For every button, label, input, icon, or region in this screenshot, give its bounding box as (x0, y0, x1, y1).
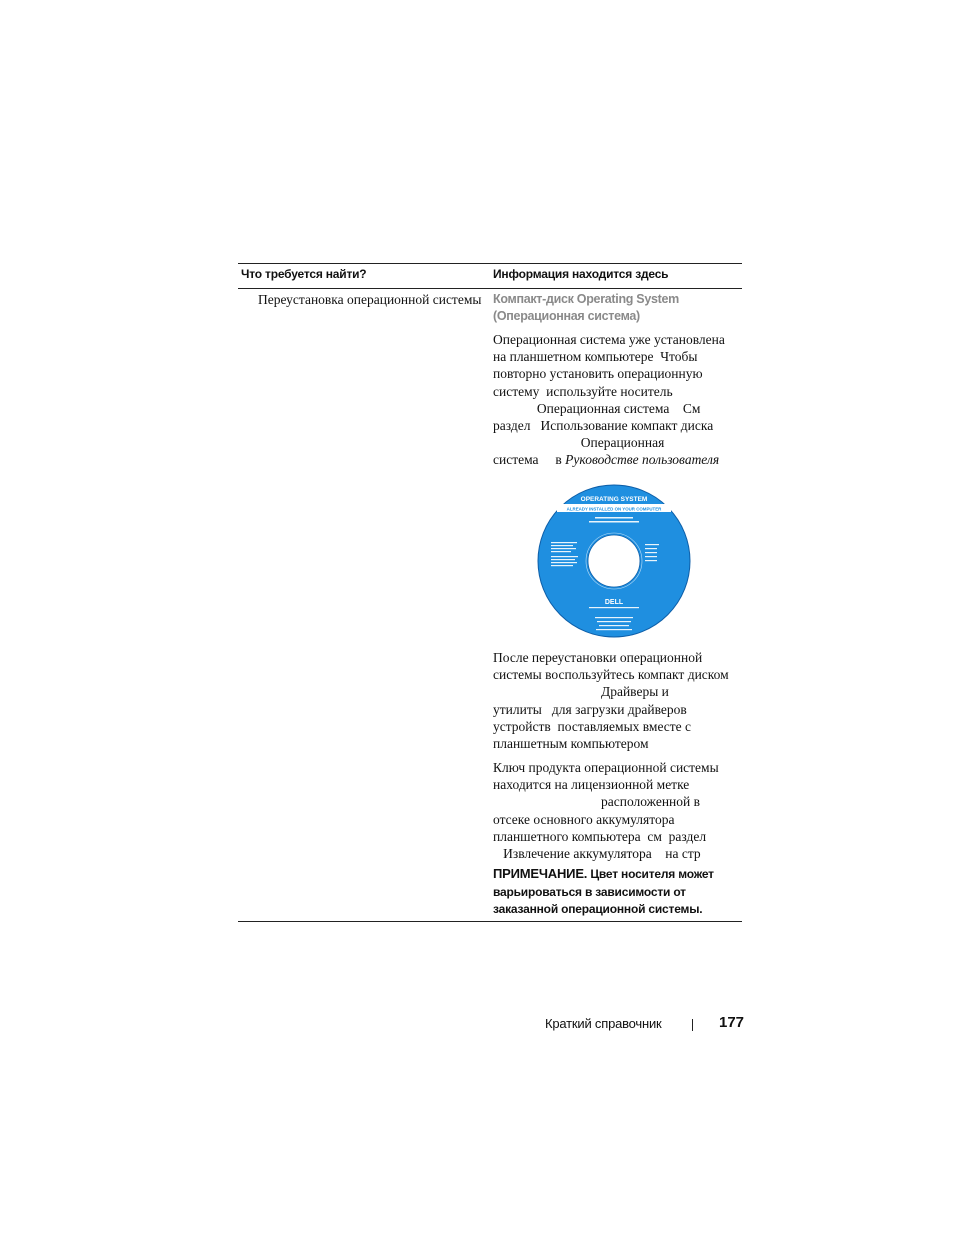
table-cell-topic: Переустановка операционной системы (258, 292, 482, 307)
note-block (493, 865, 743, 919)
dell-logo: DELL (604, 599, 624, 606)
source-title-line1: Компакт-диск Operating System (493, 292, 679, 306)
users-guide-reference: Руководстве пользователя (565, 452, 720, 468)
note-line3: заказанной операционной системы. (493, 902, 703, 916)
paragraph-reinstall (493, 331, 743, 469)
paragraph-product-key: Ключ продукта операционной системы находится на лицензионной метке расположенной в отсеке основного аккумулятора планшетного компьютера см раздел Извлечение аккумулятора на стр (493, 760, 719, 862)
note-line2: варьироваться в зависимости от (493, 884, 686, 899)
table-header-left: Что требуется найти? (241, 267, 367, 281)
cd-subtitle-text: ALREADY INSTALLED ON YOUR COMPUTER (566, 506, 662, 512)
cd-hole (588, 535, 640, 587)
paragraph-reinstall-text: Операционная система уже установлена на планшетном компьютере Чтобы повторно установить операционную систему используйте носитель Операционная система См раздел Использование компакт диска Операционная система в (493, 332, 725, 468)
note-label: ПРИМЕЧАНИЕ. (493, 866, 588, 881)
operating-system-cd-image (537, 484, 691, 638)
table-header-right: Информация находится здесь (493, 267, 669, 281)
table-header-rule (238, 288, 742, 289)
footer-section-title: Краткий справочник (545, 1016, 662, 1031)
source-title (493, 291, 743, 325)
paragraph-drivers: После переустановки операционной системы воспользуйтесь компакт диском Драйверы и утилиты для загрузки драйверов устройств поставляемых вместе с планшетным компьютером (493, 650, 729, 752)
footer-separator (692, 1019, 693, 1031)
table-bottom-rule (238, 921, 742, 922)
table-top-rule (238, 263, 742, 264)
source-title-line2: (Операционная система) (493, 309, 640, 323)
page-number: 177 (719, 1014, 745, 1031)
cd-title-text: OPERATING SYSTEM (580, 496, 648, 503)
note-line1: Цвет носителя может (587, 867, 714, 881)
